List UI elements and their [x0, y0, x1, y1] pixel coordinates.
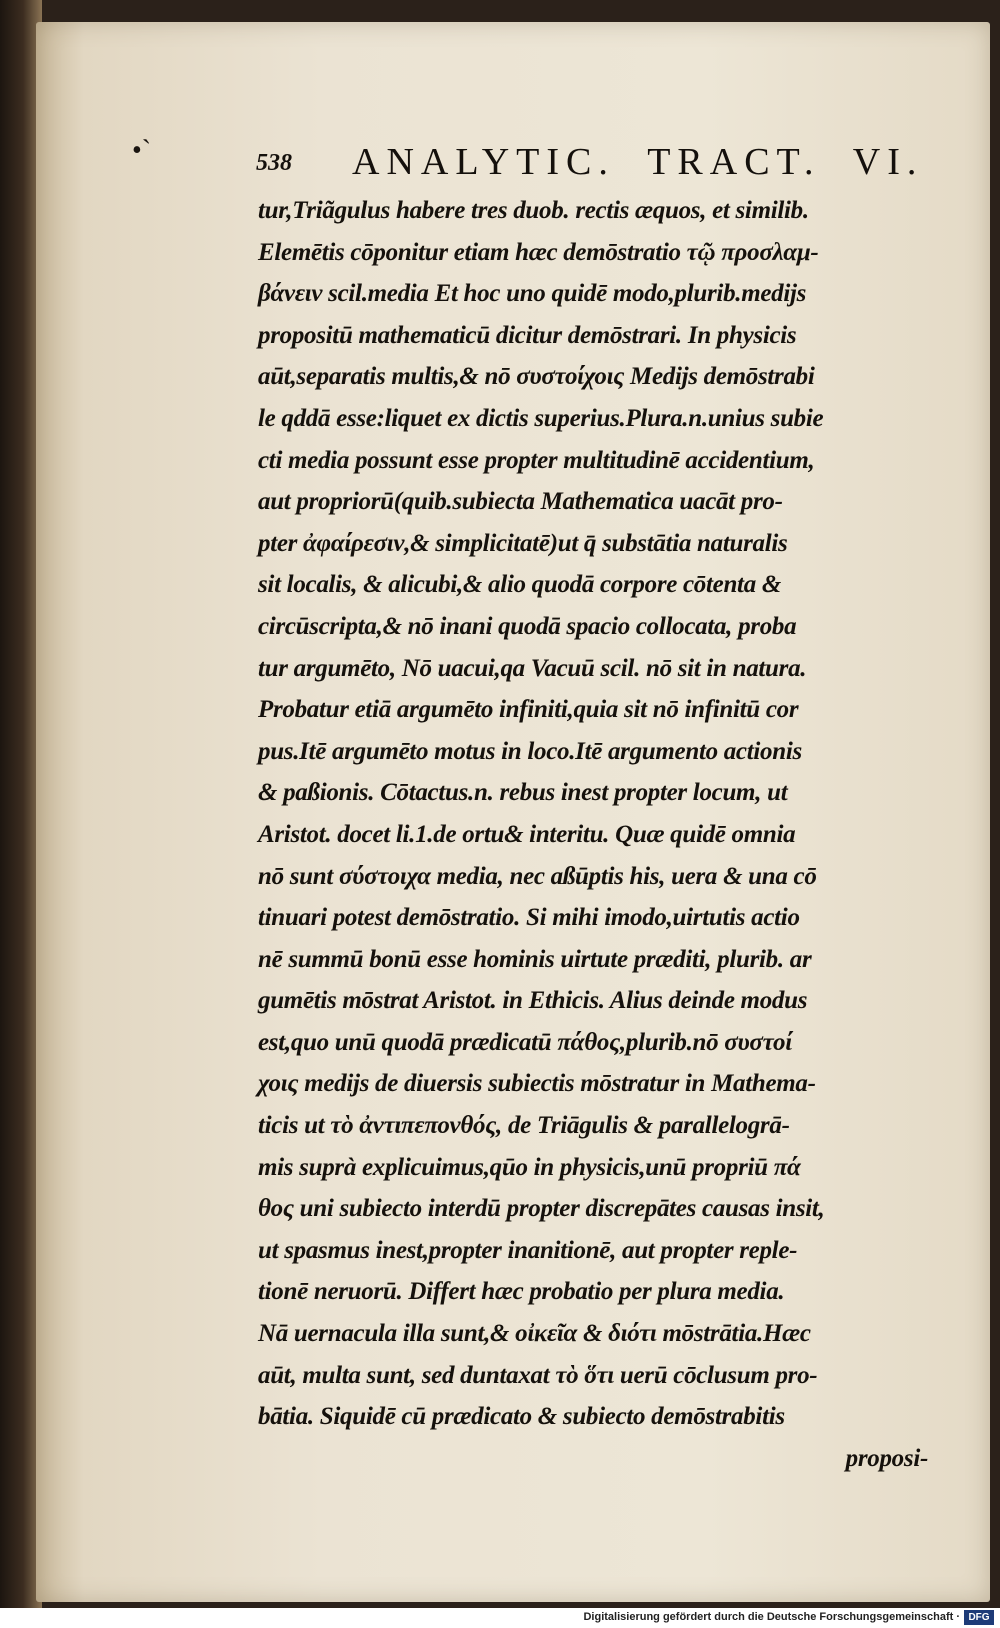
running-title: ANALYTIC. TRACT. VI. [352, 141, 924, 183]
text-line: est,quo unū quodā prædicatū πάθος,plurib.nō συστοί [258, 1028, 792, 1056]
text-line: pter ἀφαίρεσιν,& simplicitatē)ut q̄ substātia naturalis [258, 529, 788, 557]
text-line: βάνειν scil.media Et hoc uno quidē modo,plurib.medijs [258, 280, 807, 308]
text-line: sit localis, & alicubi,& alio quodā corpore cōtenta & [258, 571, 781, 599]
text-line: χοις medijs de diuersis subiectis mōstratur in Mathema- [258, 1070, 816, 1098]
text-line: nē summū bonū esse hominis uirtute præditi, plurib. ar [258, 945, 812, 973]
text-line: tionē neruorū. Differt hæc probatio per plura media. [258, 1278, 785, 1306]
text-line: bātia. Siquidē cū prædicato & subiecto demōstrabitis [258, 1403, 785, 1431]
body-text [258, 190, 928, 1479]
text-line: tinuari potest demōstratio. Si mihi imodo,uirtutis actio [258, 904, 800, 932]
text-line: ticis ut τὸ ἀντιπεπονθός, de Triāgulis & parallelogrā- [258, 1112, 790, 1140]
text-line: Probatur etiā argumēto infiniti,quia sit nō infinitū cor [258, 696, 799, 724]
dfg-logo: DFG [964, 1610, 994, 1625]
text-line: Nā uernacula illa sunt,& οἰκεῖα & διότι mōstrātia.Hæc [258, 1320, 811, 1348]
page-number: 538 [256, 150, 292, 176]
text-line: & paßionis. Cōtactus.n. rebus inest propter locum, ut [258, 779, 788, 807]
margin-mark: •` [132, 135, 152, 166]
text-line: circūscripta,& nō inani quodā spacio collocata, proba [258, 612, 797, 640]
catchword: proposi- [845, 1444, 928, 1472]
text-line: aūt,separatis multis,& nō συστοίχοις Medijs demōstrabi [258, 363, 815, 391]
text-line: tur,Triãgulus habere tres duob. rectis æquos, et similib. [258, 197, 809, 224]
text-line: aūt, multa sunt, sed duntaxat τὸ ὅτι uerū cōclusum pro- [258, 1361, 818, 1389]
text-line: Aristot. docet li.1.de ortu& interitu. Quæ quidē omnia [258, 820, 796, 848]
text-line: cti media possunt esse propter multitudinē accidentium, [258, 446, 815, 474]
text-line: nō sunt σύστοιχα media, nec aßūptis his, uera & una cō [258, 862, 817, 890]
text-line: pus.Itē argumēto motus in loco.Itē argumento actionis [258, 737, 802, 765]
funding-credit: Digitalisierung gefördert durch die Deutsche Forschungsgemeinschaft · [583, 1611, 960, 1623]
text-line: θος uni subiecto interdū propter discrepātes causas insit, [258, 1195, 825, 1223]
running-head [256, 140, 924, 190]
text-line: tur argumēto, Nō uacui,qa Vacuū scil. nō sit in natura. [258, 654, 807, 682]
text-line: Elemētis cōponitur etiam hæc demōstratio τῷ προσλαμ- [258, 238, 819, 266]
text-line: le qddā esse:liquet ex dictis superius.Plura.n.unius subie [258, 404, 824, 432]
text-line: aut propriorū(quib.subiecta Mathematica uacāt pro- [258, 488, 783, 516]
text-line: propositū mathematicū dicitur demōstrari. In physicis [258, 321, 797, 349]
text-line: ut spasmus inest,propter inanitionē, aut propter reple- [258, 1236, 798, 1264]
text-line: mis suprà explicuimus,qūo in physicis,unū propriū πά [258, 1153, 801, 1181]
footer-bar [0, 1608, 1000, 1628]
text-line: gumētis mōstrat Aristot. in Ethicis. Alius deinde modus [258, 987, 808, 1015]
